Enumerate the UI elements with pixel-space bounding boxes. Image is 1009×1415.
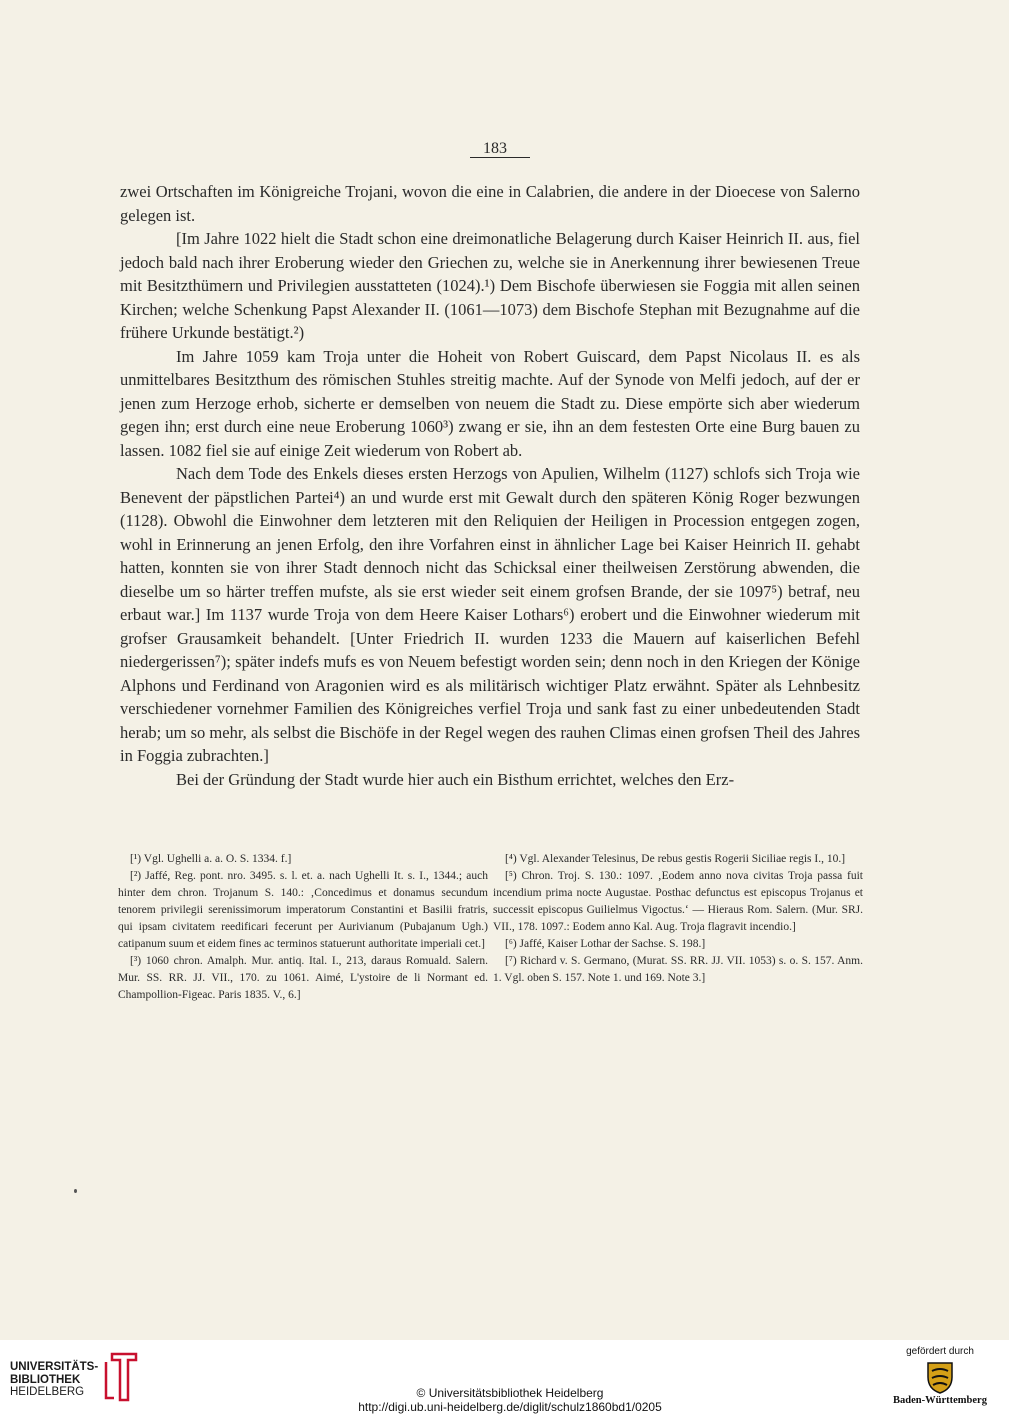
body-text xyxy=(120,180,860,791)
logo-line: UNIVERSITÄTS- xyxy=(10,1361,99,1373)
paragraph: [Im Jahre 1022 hielt die Stadt schon eine dreimonatliche Belagerung durch Kaiser Heinrich II. aus, fiel jedoch bald nach ihrer Eroberung wieder den Griechen zu, welche sie in Anerkennung ihrer bewiesenen Treue mit Besitzthümern und Privilegien ausstatteten (1024).¹) Dem Bischofe überwiesen sie Foggia mit allen seinen Kirchen; welche Schenkung Papst Alexander II. (1061—1073) dem Bischofe Stephan mit Bezugnahme auf die frühere Urkunde bestätigt.²) xyxy=(120,229,860,342)
baden-wuerttemberg-emblem-icon xyxy=(922,1359,958,1395)
logo-line: HEIDELBERG xyxy=(10,1386,85,1398)
footnotes-right-column xyxy=(493,851,863,987)
ink-speck xyxy=(74,1189,77,1193)
footnote: [³) 1060 chron. Amalph. Mur. antiq. Ital. I., 213, daraus Romuald. Salern. Mur. SS. RR. JJ. VII., 170. zu 1061. Aimé, L'ystoire de li Normant ed. Champollion-Figeac. Paris 1835. V., 6.] xyxy=(118,955,488,1001)
page-number-rule xyxy=(470,157,530,158)
footnote: [⁵) Chron. Troj. S. 130.: 1097. ‚Eodem anno nova civitas Troja passa fuit incendium prima nocte Augustae. Posthac defunctus est episcopus Trojanus et successit episcopus Guilielmus Vigoctus.‘ — Hieraus Rom. Salern. (Mur. SRJ. VII., 178. 1097.: Eodem anno Kal. Aug. Troja flagravit incendio.] xyxy=(493,870,863,933)
ub-logo-mark-icon xyxy=(100,1350,142,1404)
footnote: [⁴) Vgl. Alexander Telesinus, De rebus gestis Rogerii Siciliae regis I., 10.] xyxy=(505,853,846,865)
source-url-link[interactable]: http://digi.ub.uni-heidelberg.de/diglit/schulz1860bd1/0205 xyxy=(358,1400,662,1414)
footnote: [²) Jaffé, Reg. pont. nro. 3495. s. l. et. a. nach Ughelli It. s. I., 1344.; auch hinter dem chron. Trojanum S. 140.: ‚Concedimus et donamus secundum tenorem privilegii serenissimorum imperatorum Constantini et Basilii fratris, qui ipsam civitatem reedificari fecerunt per Aurivianum (Pubajanum Ugh.) catipanum suum et eidem fines ac terminos statuerunt authoritate imperiali cet.] xyxy=(118,870,488,950)
copyright-notice xyxy=(300,1386,720,1414)
funding-label: gefördert durch xyxy=(906,1346,974,1357)
funder-name: Baden-Württemberg xyxy=(893,1395,987,1406)
footnote: [⁷) Richard v. S. Germano, (Murat. SS. RR. JJ. VII. 1053) s. o. S. 157. Anm. 1. Vgl. oben S. 157. Note 1. und 169. Note 3.] xyxy=(493,955,863,984)
page-number: 183 xyxy=(483,140,507,157)
footnote: [⁶) Jaffé, Kaiser Lothar der Sachse. S. 198.] xyxy=(505,938,706,950)
footnote: [¹) Vgl. Ughelli a. a. O. S. 1334. f.] xyxy=(130,853,292,865)
logo-line: BIBLIOTHEK xyxy=(10,1373,81,1386)
paragraph: Bei der Gründung der Stadt wurde hier auch ein Bisthum errichtet, welches den Erz- xyxy=(176,769,735,789)
footnotes-left-column xyxy=(118,851,488,1004)
paragraph: Im Jahre 1059 kam Troja unter die Hoheit von Robert Guiscard, dem Papst Nicolaus II. es als unmittelbares Besitzthum des römischen Stuhles streitig machte. Auf der Synode von Melfi jedoch, auf der er jenen zum Herzoge erhob, sicherte er demselben von neuem die Stadt zu. Diese empörte sich aber wiederum gegen ihn; erst durch eine neue Eroberung 1060³) zwang er sie, ihn an dem festesten Orte eine Burg bauen zu lassen. 1082 fiel sie auf einige Zeit wiederum von Robert ab. xyxy=(120,346,860,460)
copyright-text: © Universitätsbibliothek Heidelberg xyxy=(416,1386,604,1400)
paragraph: zwei Ortschaften im Königreiche Trojani, wovon die eine in Calabrien, die andere in der Dioecese von Salerno gelegen ist. xyxy=(120,182,860,225)
paragraph: Nach dem Tode des Enkels dieses ersten Herzogs von Apulien, Wilhelm (1127) schlofs sich Troja wie Benevent der päpstlichen Partei⁴) an und wurde erst mit Gewalt durch den späteren König Roger bezwungen (1128). Obwohl die Einwohner dem letzteren mit den Reliquien der Heiligen in Procession entgegen zogen, wohl in Erinnerung an jenen Erfolg, den ihre Vorfahren einst in ähnlicher Lage bei Kaiser Heinrich II. gehabt hatten, konnten sie von ihrer Stadt dennoch nicht das Schicksal einer theilweisen Zerstörung abwenden, die dieselbe um so härter treffen mufste, als sie erst wieder seit einem grofsen Brande, der sie 1097⁵) betraf, neu erbaut war.] Im 1137 wurde Troja von dem Heere Kaiser Lothars⁶) erobert und die Einwohner wiederum mit grofser Grausamkeit behandelt. [Unter Friedrich II. wurden 1233 die Mauern auf kaiserlichen Befehl niedergerissen⁷); später indefs mufs es von Neuem befestigt worden sein; denn noch in den Kriegen der Könige Alphons und Ferdinand von Aragonien wird es als militärisch wichtiger Platz erwähnt. Später als Lehnbesitz verschiedener vornehmer Familien des Königreiches verfiel Troja und sank fast zu einer unbedeutenden Stadt herab; um so mehr, als selbst die Bischöfe in der Regel wegen des rauhen Climas einen grofsen Theil des Jahres in Foggia zubrachten.] xyxy=(120,464,860,765)
